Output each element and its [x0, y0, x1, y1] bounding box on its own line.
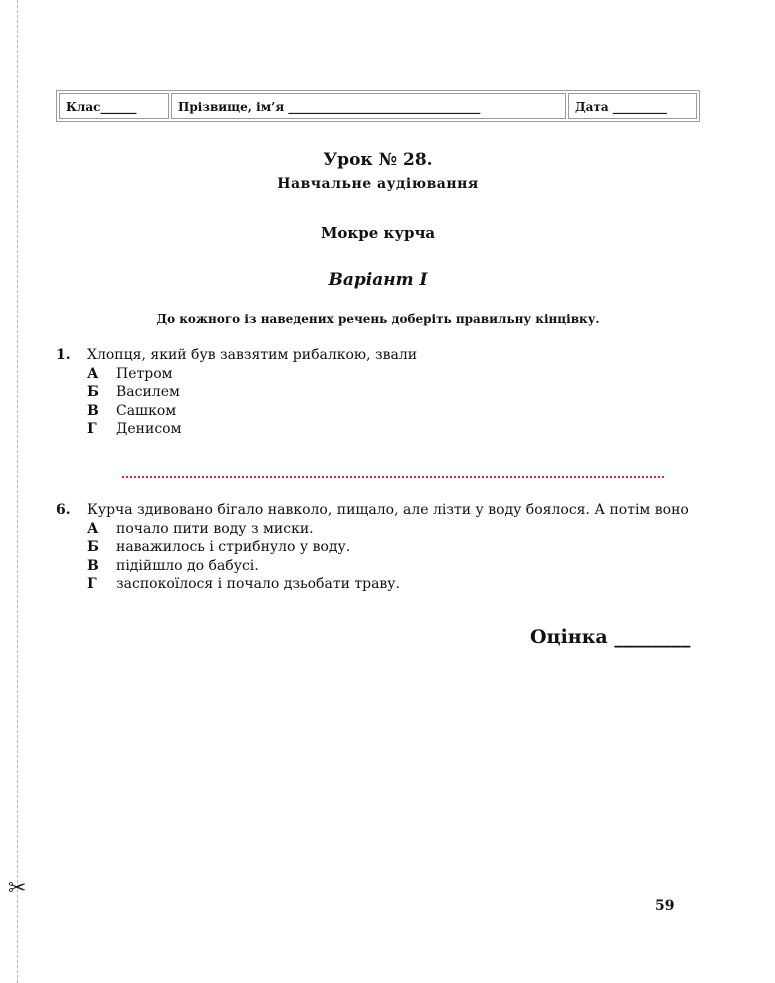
lesson-subtitle: Навчальне аудіювання — [277, 176, 479, 192]
option-letter: Б — [87, 384, 99, 400]
option-h — [56, 575, 716, 594]
option-a — [56, 520, 716, 539]
option-letter: Г — [87, 576, 97, 592]
option-text: почало пити воду з миски. — [116, 520, 314, 537]
option-text: підійшло до бабусі. — [116, 557, 259, 574]
question-text: Хлопця, який був завзятим рибалкою, звали — [87, 347, 418, 363]
story-title: Мокре курча — [320, 224, 436, 242]
option-v — [56, 557, 716, 576]
section-divider — [122, 476, 664, 478]
option-h — [56, 420, 716, 439]
option-b — [56, 538, 716, 557]
option-text: Сашком — [116, 402, 177, 419]
option-a — [56, 365, 716, 384]
question-number: 6. — [56, 502, 71, 518]
option-letter: Г — [87, 421, 97, 437]
option-text: Денисом — [116, 421, 182, 437]
grade-field: Оцінка ________ — [530, 626, 691, 648]
option-letter: А — [87, 365, 99, 382]
question-text: Курча здивовано бігало навколо, пищало, але лізти у воду боялося. А потім воно — [87, 502, 689, 518]
name-field: Прізвище, ім’я ________________________________ — [171, 93, 566, 119]
date-field: Дата _________ — [568, 93, 697, 119]
variant-title: Варіант І — [328, 270, 428, 290]
student-info-table — [56, 90, 700, 122]
option-letter: Б — [87, 539, 99, 555]
scissors-icon: ✂ — [8, 876, 27, 901]
option-letter: В — [87, 557, 99, 574]
option-text: заспокоїлося і почало дзьобати траву. — [116, 576, 400, 592]
cut-line — [17, 0, 18, 983]
question-6 — [56, 501, 716, 594]
question-1 — [56, 346, 716, 439]
option-text: Петром — [116, 365, 173, 382]
lesson-title: Урок № 28. — [323, 150, 433, 170]
question-number: 1. — [56, 347, 71, 363]
option-letter: А — [87, 520, 99, 537]
option-text: Василем — [116, 384, 180, 400]
class-field: Клас______ — [59, 93, 169, 119]
instruction: До кожного із наведених речень доберіть правильну кінцівку. — [156, 312, 600, 326]
option-b — [56, 383, 716, 402]
option-letter: В — [87, 402, 99, 419]
page-number: 59 — [655, 898, 675, 914]
option-v — [56, 402, 716, 421]
option-text: наважилось і стрибнуло у воду. — [116, 539, 351, 555]
